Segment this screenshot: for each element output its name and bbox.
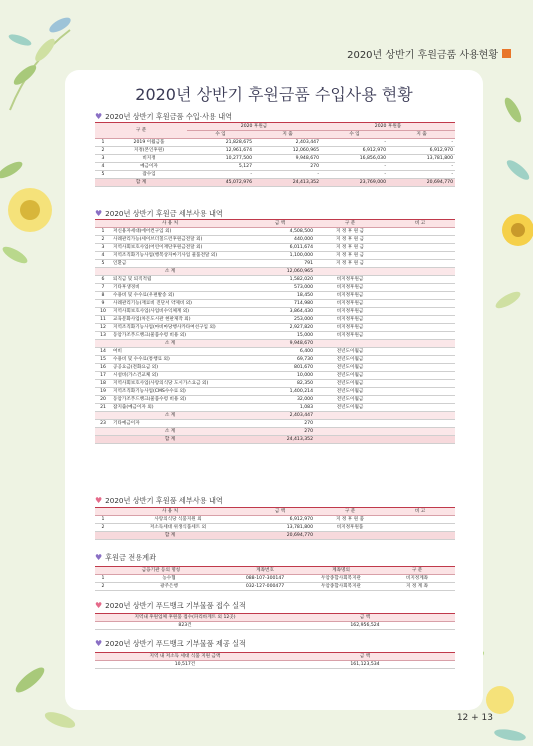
section3-title: 2020년 상반기 후원품 세부사용 내역: [105, 496, 223, 505]
row-usage: 지역사회보호사업(사랑의식당 도시가스요금 외): [111, 380, 245, 388]
row-usage: 교육문화사업(차돈도시관 현판제작 외): [111, 316, 245, 324]
total-label: 합 계: [95, 532, 245, 540]
row-note: [385, 252, 455, 260]
heart-icon: ♥: [95, 496, 103, 505]
row-type: 비지정후원금: [315, 284, 385, 292]
th-in: 수 입: [187, 131, 254, 139]
subtotal-label: 소 계: [95, 428, 245, 436]
row-usage: 시설비(가스건교체 외): [111, 372, 245, 380]
subtotal-value: 2,403,447: [245, 412, 315, 420]
row-type: 지 정 후 원 금: [315, 236, 385, 244]
money-in: -: [187, 171, 254, 179]
row-type: 지 정 후 원 금: [315, 228, 385, 236]
subtotal-value: 12,060,965: [245, 268, 315, 276]
table-row: [95, 179, 455, 187]
row-bank: 농수협: [111, 575, 227, 583]
row-note: [385, 244, 455, 252]
row-type: [315, 420, 385, 428]
th-amount: 금 액: [245, 508, 315, 516]
row-no: 8: [95, 292, 111, 300]
row-usage: 저소득세대 위생식품세트 외: [111, 524, 245, 532]
row-type: 전년도이월금: [315, 356, 385, 364]
row-type: 지 정 후 원 품: [315, 516, 385, 524]
table-row: [95, 171, 455, 179]
row-no: 15: [95, 356, 111, 364]
row-usage: 수용비 및 수수료(우편발송 외): [111, 292, 245, 300]
heart-icon: ♥: [95, 601, 103, 610]
row-amount: 1,400,214: [245, 388, 315, 396]
th-account-no: 계좌번호: [227, 567, 303, 575]
content-card: [65, 70, 483, 710]
row-note: [385, 300, 455, 308]
row-bank: 광주은행: [111, 583, 227, 591]
row-note: [385, 228, 455, 236]
row-no: 4: [95, 163, 111, 171]
flower-decoration-left: [0, 150, 70, 270]
row-no: 2: [95, 236, 111, 244]
row-type: 전년도이월금: [315, 396, 385, 404]
subtotal-empty: [315, 412, 385, 420]
header-square-icon: [502, 49, 511, 58]
section2-heading: [95, 209, 223, 219]
row-usage: 잡지출(예금이자 외): [111, 404, 245, 412]
table-row: [95, 532, 455, 540]
table-row: [95, 139, 455, 147]
row-no: 17: [95, 372, 111, 380]
row-no: 5: [95, 260, 111, 268]
subtotal-label: 소 계: [95, 268, 245, 276]
row-no: 5: [95, 171, 111, 179]
goods-in: -: [321, 163, 388, 171]
total-empty: [315, 532, 385, 540]
row-no: 1: [95, 516, 111, 524]
th-amount: 금 액: [245, 220, 315, 228]
row-amount: 15,000: [245, 332, 315, 340]
row-type: 비지정후원금: [315, 324, 385, 332]
th-usage: 사 용 처: [95, 508, 245, 516]
row-type: 전년도이월금: [315, 364, 385, 372]
row-amount: 791: [245, 260, 315, 268]
row-amount: 440,000: [245, 236, 315, 244]
table-row: [95, 147, 455, 155]
row-amount: 6,400: [245, 348, 315, 356]
table-row: [95, 244, 455, 252]
row-type: 비지정후원금: [315, 316, 385, 324]
total-value: 23,769,000: [321, 179, 388, 187]
row-no: 7: [95, 284, 111, 292]
table-row: [95, 583, 455, 591]
row-type: 지 정 후 원 금: [315, 260, 385, 268]
row-amount: 1,100,000: [245, 252, 315, 260]
table-row: [95, 420, 455, 428]
row-amount: 2,927,820: [245, 324, 315, 332]
goods-out: -: [388, 139, 455, 147]
row-amount: 1,582,020: [245, 276, 315, 284]
row-type: 지 정 계 좌: [379, 583, 455, 591]
row-note: [385, 516, 455, 524]
row-note: [385, 388, 455, 396]
table-row: [95, 575, 455, 583]
table-row: [95, 252, 455, 260]
row-no: 11: [95, 316, 111, 324]
row-usage: 사례관리기능(재료비 진단서 약제비 외): [111, 300, 245, 308]
flower-decoration-right: [478, 70, 533, 350]
subtotal-value: 9,948,670: [245, 340, 315, 348]
row-amount: 1,083: [245, 404, 315, 412]
goods-in: 6,912,970: [321, 147, 388, 155]
row-note: [385, 348, 455, 356]
provision-amount: 161,123,534: [275, 661, 455, 669]
provision-count: 10,517건: [95, 661, 275, 669]
goods-in: -: [321, 171, 388, 179]
row-usage: 기타후생경비: [111, 284, 245, 292]
th-goods: 2020 후원품: [321, 123, 455, 131]
th-amount: 금 액: [275, 614, 455, 622]
row-usage: 퇴직금 및 퇴직적립: [111, 276, 245, 284]
th-type: 구 분: [315, 220, 385, 228]
row-note: [385, 308, 455, 316]
row-no: 1: [95, 228, 111, 236]
row-note: [385, 380, 455, 388]
subtotal-label: 소 계: [95, 340, 245, 348]
section4-heading: [95, 553, 156, 563]
row-account-no: 088-107-300147: [227, 575, 303, 583]
page-header: [347, 46, 511, 61]
table-row: [95, 428, 455, 436]
th-note: 비 고: [385, 220, 455, 228]
section5-title: 2020년 상반기 푸드뱅크 기부물품 접수 실적: [105, 601, 246, 610]
table-row: [95, 622, 455, 630]
table-row: [95, 284, 455, 292]
foodbank-provision-table: [95, 652, 455, 669]
table-row: [95, 332, 455, 340]
row-usage: 동암가조푸드뱅크(물품수령 비용 외): [111, 332, 245, 340]
row-note: [385, 324, 455, 332]
total-value: 45,072,976: [187, 179, 254, 187]
th-money: 2020 후원금: [187, 123, 321, 131]
row-note: [385, 236, 455, 244]
money-in: 12,961,674: [187, 147, 254, 155]
row-note: [385, 276, 455, 284]
row-usage: 여비: [111, 348, 245, 356]
subtotal-empty: [315, 428, 385, 436]
th-type: 구 분: [315, 508, 385, 516]
heart-icon: ♥: [95, 112, 103, 121]
money-in: 10,277,500: [187, 155, 254, 163]
row-type: 전년도이월금: [315, 348, 385, 356]
th-out: 지 출: [388, 131, 455, 139]
goods-in: 16,856,030: [321, 155, 388, 163]
table-row: [95, 380, 455, 388]
heart-icon: ♥: [95, 553, 103, 562]
th-bank: 금융기관 등의 명칭: [95, 567, 227, 575]
row-note: [385, 524, 455, 532]
row-label: 2019 이월금품: [111, 139, 187, 147]
row-type: 비지정후원금: [315, 276, 385, 284]
row-holder: 두암종합사회복지관: [303, 575, 379, 583]
money-detail-table: [95, 219, 455, 444]
total-label: 합 계: [95, 436, 245, 444]
th-in: 수 입: [321, 131, 388, 139]
row-amount: 573,000: [245, 284, 315, 292]
money-out: 270: [254, 163, 321, 171]
row-note: [385, 372, 455, 380]
row-usage: 동암가조푸드뱅크(물품수령 비용 외): [111, 396, 245, 404]
row-type: 비지정후원금: [315, 300, 385, 308]
row-no: 6: [95, 276, 111, 284]
total-value: 24,413,352: [254, 179, 321, 187]
row-amount: 10,000: [245, 372, 315, 380]
account-table: [95, 566, 455, 591]
row-no: 3: [95, 244, 111, 252]
table-row: [95, 412, 455, 420]
th-amount: 금 액: [275, 653, 455, 661]
th-gubun: 구 분: [95, 123, 187, 139]
row-usage: 지역조직화기능사업(마비마당행사카타여선구입 외): [111, 324, 245, 332]
row-amount: 69,730: [245, 356, 315, 364]
row-note: [385, 364, 455, 372]
total-value: 20,694,770: [245, 532, 315, 540]
table-row: [95, 163, 455, 171]
th-receipt-desc: 지역내 후원업체 후원품 접수(파리바게트 외 12곳): [95, 614, 275, 622]
row-no: 13: [95, 332, 111, 340]
table-row: [95, 316, 455, 324]
subtotal-empty: [385, 268, 455, 276]
row-no: 23: [95, 420, 111, 428]
subtotal-empty: [385, 412, 455, 420]
row-no: 18: [95, 380, 111, 388]
row-note: [385, 420, 455, 428]
row-no: 2: [95, 147, 111, 155]
row-no: 9: [95, 300, 111, 308]
row-type: 비지정계좌: [379, 575, 455, 583]
money-in: 21,828,675: [187, 139, 254, 147]
row-note: [385, 316, 455, 324]
row-no: 2: [95, 524, 111, 532]
goods-out: -: [388, 171, 455, 179]
row-note: [385, 356, 455, 364]
row-type: 지 정 후 원 금: [315, 252, 385, 260]
goods-detail-table: [95, 507, 455, 540]
total-empty: [315, 436, 385, 444]
goods-out: 6,912,970: [388, 147, 455, 155]
row-note: [385, 404, 455, 412]
section3-heading: [95, 496, 223, 506]
subtotal-label: 소 계: [95, 412, 245, 420]
row-usage: 지역조직화기능사업(행복상자마기사업 물품전달 외): [111, 252, 245, 260]
table-row: [95, 292, 455, 300]
table-row: [95, 340, 455, 348]
table-row: [95, 516, 455, 524]
money-out: 12,060,965: [254, 147, 321, 155]
row-amount: 270: [245, 420, 315, 428]
table-row: [95, 364, 455, 372]
row-usage: 인환금: [111, 260, 245, 268]
row-type: 비지정후원품: [315, 524, 385, 532]
row-no: 20: [95, 396, 111, 404]
total-value: 20,694,770: [388, 179, 455, 187]
section5-heading: [95, 601, 246, 611]
row-label: 예금이자: [111, 163, 187, 171]
table-row: [95, 268, 455, 276]
total-empty: [385, 532, 455, 540]
th-provision-desc: 지역 내 저소득 세대 식품 지원 금액: [95, 653, 275, 661]
row-usage: 수용비 및 수수료(통행료 외): [111, 356, 245, 364]
row-no: 10: [95, 308, 111, 316]
row-amount: 714,980: [245, 300, 315, 308]
total-value: 24,413,352: [245, 436, 315, 444]
receipt-amount: 162,956,524: [275, 622, 455, 630]
row-amount: 6,912,970: [245, 516, 315, 524]
row-usage: 사례관리가능(세이브더칠드런후원금전달 외): [111, 236, 245, 244]
row-amount: 18,450: [245, 292, 315, 300]
row-no: 16: [95, 364, 111, 372]
row-amount: 6,011,674: [245, 244, 315, 252]
total-label: 합 계: [95, 179, 187, 187]
goods-out: 13,781,800: [388, 155, 455, 163]
row-amount: 13,781,800: [245, 524, 315, 532]
table-row: [95, 404, 455, 412]
subtotal-empty: [385, 428, 455, 436]
row-usage: 사랑의식당 식품지원 외: [111, 516, 245, 524]
row-note: [385, 292, 455, 300]
row-type: 전년도이월금: [315, 388, 385, 396]
foodbank-receipt-table: [95, 613, 455, 630]
th-out: 지 출: [254, 131, 321, 139]
row-amount: 4,508,500: [245, 228, 315, 236]
heart-icon: ♥: [95, 209, 103, 218]
row-type: 비지정후원금: [315, 292, 385, 300]
page-number: 12 + 13: [456, 713, 493, 723]
table-row: [95, 236, 455, 244]
table-row: [95, 388, 455, 396]
row-usage: 지역사회보호사업(사업비수익체계 외): [111, 308, 245, 316]
row-no: 19: [95, 388, 111, 396]
th-holder: 계좌명의: [303, 567, 379, 575]
row-usage: 지역사회보호사업(어린이재단후원금전달 외): [111, 244, 245, 252]
row-usage: 지역조직화기능사업(CMS수수료 외): [111, 388, 245, 396]
row-usage: 기타예금이자: [111, 420, 245, 428]
row-label: 지정(본인후원): [111, 147, 187, 155]
goods-out: -: [388, 163, 455, 171]
table-row: [95, 436, 455, 444]
row-type: 전년도이월금: [315, 372, 385, 380]
row-no: 1: [95, 139, 111, 147]
row-amount: 801,670: [245, 364, 315, 372]
row-no: 3: [95, 155, 111, 163]
table-row: [95, 396, 455, 404]
row-label: 잡수입: [111, 171, 187, 179]
section4-title: 후원금 전용계좌: [105, 553, 157, 562]
section2-title: 2020년 상반기 후원금 세부사용 내역: [105, 209, 223, 218]
row-type: 전년도이월금: [315, 380, 385, 388]
money-out: -: [254, 171, 321, 179]
subtotal-value: 270: [245, 428, 315, 436]
row-label: 비지정: [111, 155, 187, 163]
row-type: 비지정후원금: [315, 308, 385, 316]
table-row: [95, 356, 455, 364]
row-account-no: 032-127-000477: [227, 583, 303, 591]
table-row: [95, 372, 455, 380]
table-row: [95, 661, 455, 669]
row-amount: 32,000: [245, 396, 315, 404]
row-amount: 82,350: [245, 380, 315, 388]
row-note: [385, 396, 455, 404]
table-row: [95, 155, 455, 163]
heart-icon: ♥: [95, 639, 103, 648]
section1-heading: [95, 112, 232, 122]
section6-title: 2020년 상반기 푸드뱅크 기부물품 제공 실적: [105, 639, 246, 648]
row-note: [385, 332, 455, 340]
row-no: 12: [95, 324, 111, 332]
table-row: [95, 260, 455, 268]
header-label: 2020년 상반기 후원금품 사용현황: [347, 50, 498, 61]
row-no: 21: [95, 404, 111, 412]
table-row: [95, 308, 455, 316]
table-row: [95, 276, 455, 284]
row-type: 전년도이월금: [315, 404, 385, 412]
row-type: 비지정후원금: [315, 332, 385, 340]
table-row: [95, 524, 455, 532]
subtotal-empty: [315, 340, 385, 348]
table-row: [95, 348, 455, 356]
money-out: 9,948,670: [254, 155, 321, 163]
row-note: [385, 284, 455, 292]
row-no: 4: [95, 252, 111, 260]
section6-heading: [95, 639, 246, 649]
goods-in: -: [321, 139, 388, 147]
subtotal-empty: [315, 268, 385, 276]
income-usage-table: [95, 122, 455, 187]
receipt-count: 823건: [95, 622, 275, 630]
row-no: 2: [95, 583, 111, 591]
row-note: [385, 260, 455, 268]
th-note: 비 고: [385, 508, 455, 516]
row-usage: 공공요금(전화요금 외): [111, 364, 245, 372]
table-row: [95, 300, 455, 308]
table-row: [95, 228, 455, 236]
page-title: 2020년 상반기 후원금품 수입사용 현황: [135, 85, 413, 104]
section1-title: 2020년 상반기 후원금품 수입·사용 내역: [105, 112, 233, 121]
money-in: 5,127: [187, 163, 254, 171]
subtotal-empty: [385, 340, 455, 348]
row-type: 지 정 후 원 금: [315, 244, 385, 252]
money-out: 2,403,447: [254, 139, 321, 147]
row-amount: 3,864,430: [245, 308, 315, 316]
row-holder: 두암종합사회복지관: [303, 583, 379, 591]
th-usage: 사 용 처: [95, 220, 245, 228]
table-row: [95, 324, 455, 332]
row-no: 14: [95, 348, 111, 356]
th-type: 구 분: [379, 567, 455, 575]
row-amount: 253,000: [245, 316, 315, 324]
row-usage: 저신용자세대(에어컨구입 외): [111, 228, 245, 236]
row-no: 1: [95, 575, 111, 583]
total-empty: [385, 436, 455, 444]
